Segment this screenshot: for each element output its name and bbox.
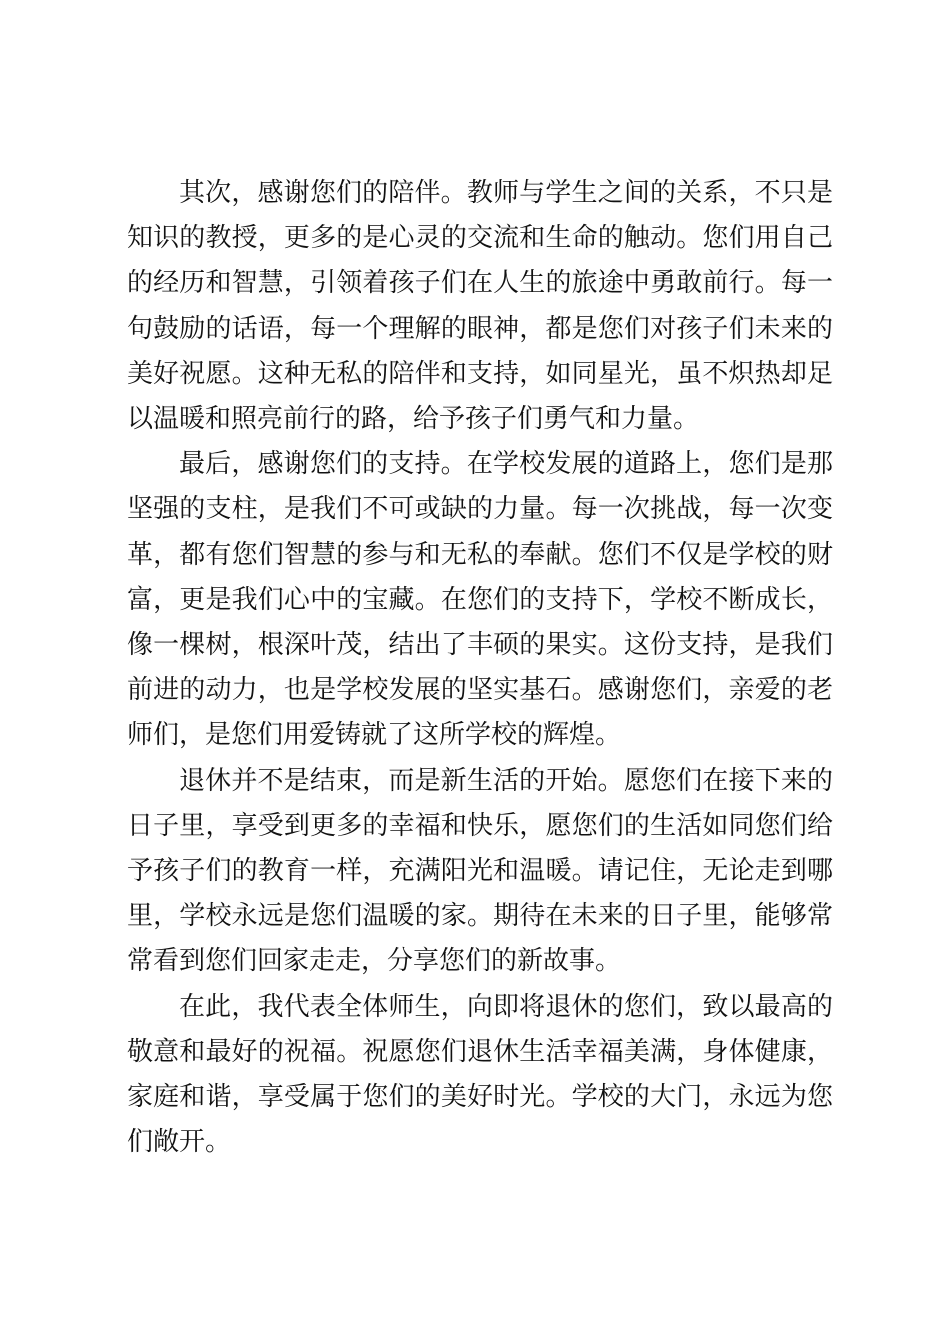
paragraph-blessing: 在此，我代表全体师生，向即将退休的您们，致以最高的敬意和最好的祝福。祝愿您们退休生活幸福美满，身体健康，家庭和谐，享受属于您们的美好时光。学校的大门，永远为您们敞开。 <box>127 991 833 1158</box>
paragraph-new-life: 退休并不是结束，而是新生活的开始。愿您们在接下来的日子里，享受到更多的幸福和快乐，愿您们的生活如同您们给予孩子们的教育一样，充满阳光和温暖。请记住，无论走到哪里，学校永远是您们温暖的家。期待在未来的日子里，能够常常看到您们回家走走，分享您们的新故事。 <box>127 765 833 977</box>
paragraph-thanks-companionship: 其次，感谢您们的陪伴。教师与学生之间的关系，不只是知识的教授，更多的是心灵的交流和生命的触动。您们用自己的经历和智慧，引领着孩子们在人生的旅途中勇敢前行。每一句鼓励的话语，每一个理解的眼神，都是您们对孩子们未来的美好祝愿。这种无私的陪伴和支持，如同星光，虽不炽热却足以温暖和照亮前行的路，给予孩子们勇气和力量。 <box>127 178 833 435</box>
paragraph-thanks-support: 最后，感谢您们的支持。在学校发展的道路上，您们是那坚强的支柱，是我们不可或缺的力量。每一次挑战，每一次变革，都有您们智慧的参与和无私的奉献。您们不仅是学校的财富，更是我们心中的宝藏。在您们的支持下，学校不断成长，像一棵树，根深叶茂，结出了丰硕的果实。这份支持，是我们前进的动力，也是学校发展的坚实基石。感谢您们，亲爱的老师们，是您们用爱铸就了这所学校的辉煌。 <box>127 449 833 751</box>
document-body <box>127 171 833 1165</box>
